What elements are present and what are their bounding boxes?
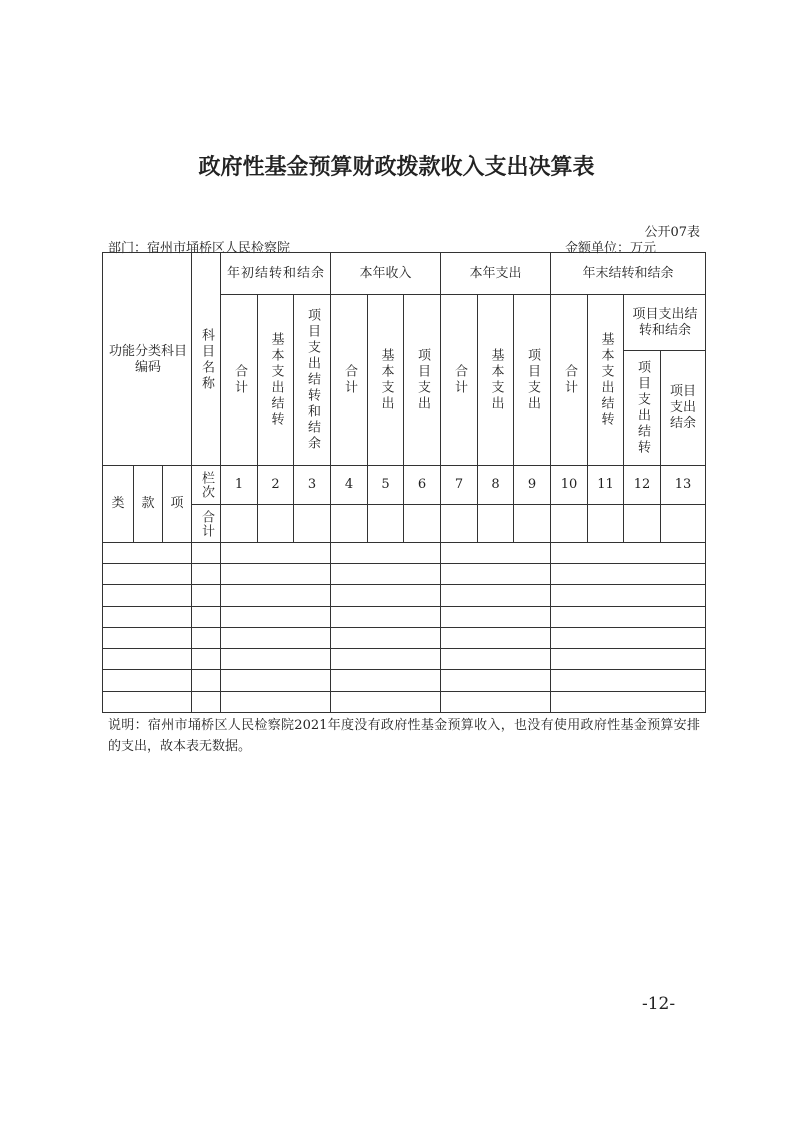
header-subject-name: 科目名称 (199, 328, 214, 392)
column-number: 1 (234, 477, 244, 492)
column-number: 12 (633, 477, 651, 492)
column-number: 6 (417, 477, 427, 492)
column-number: 7 (454, 477, 464, 492)
header-opening-basic: 基本支出结转 (268, 332, 284, 428)
column-number: 4 (344, 477, 354, 492)
header-opening-project: 项目支出结转和结余 (305, 308, 320, 452)
header-closing-total: 合计 (562, 364, 577, 396)
column-number: 10 (560, 477, 578, 492)
header-opening-total: 合计 (232, 364, 247, 396)
header-func-class: 功能分类科目编码 (108, 344, 187, 375)
header-closing-project-surplus: 项目支出结余 (669, 384, 696, 431)
column-number: 8 (491, 477, 500, 492)
header-closing: 年末结转和结余 (582, 265, 674, 281)
column-number: 2 (271, 477, 280, 492)
header-kuan: 款 (141, 496, 155, 511)
header-expense-project: 项目支出 (525, 348, 540, 412)
form-code: 公开07表 (644, 225, 700, 240)
header-expense-total: 合计 (452, 364, 467, 396)
header-closing-project: 项目支出结转和结余 (632, 306, 698, 338)
header-expense: 本年支出 (469, 265, 522, 281)
header-xiang: 项 (170, 496, 184, 511)
header-income-project: 项目支出 (415, 348, 430, 412)
header-closing-project-carry: 项目支出结转 (635, 360, 650, 456)
column-number: 13 (674, 477, 692, 492)
header-column-no: 栏次 (199, 471, 214, 499)
column-number: 11 (597, 477, 614, 492)
header-income-basic: 基本支出 (378, 348, 394, 412)
header-closing-basic: 基本支出结转 (598, 332, 614, 428)
header-income-total: 合计 (342, 364, 357, 396)
column-number: 9 (527, 477, 537, 492)
unit-label: 金额单位：万元 (564, 241, 656, 256)
column-number: 5 (381, 477, 390, 492)
header-sum-row: 合计 (199, 509, 214, 538)
page-title: 政府性基金预算财政拨款收入支出决算表 (198, 155, 595, 180)
header-opening: 年初结转和结余 (226, 266, 325, 281)
table-note: 说明：宿州市埇桥区人民检察院2021年度没有政府性基金预算收入，也没有使用政府性基金预算安排的支出，故本表无数据。 (108, 718, 700, 754)
page-number: -12- (642, 994, 676, 1014)
department-label: 部门：宿州市埇桥区人民检察院 (108, 241, 291, 256)
header-lei: 类 (111, 496, 125, 511)
column-number: 3 (307, 477, 317, 492)
header-expense-basic: 基本支出 (488, 348, 504, 412)
header-income: 本年收入 (359, 265, 412, 281)
